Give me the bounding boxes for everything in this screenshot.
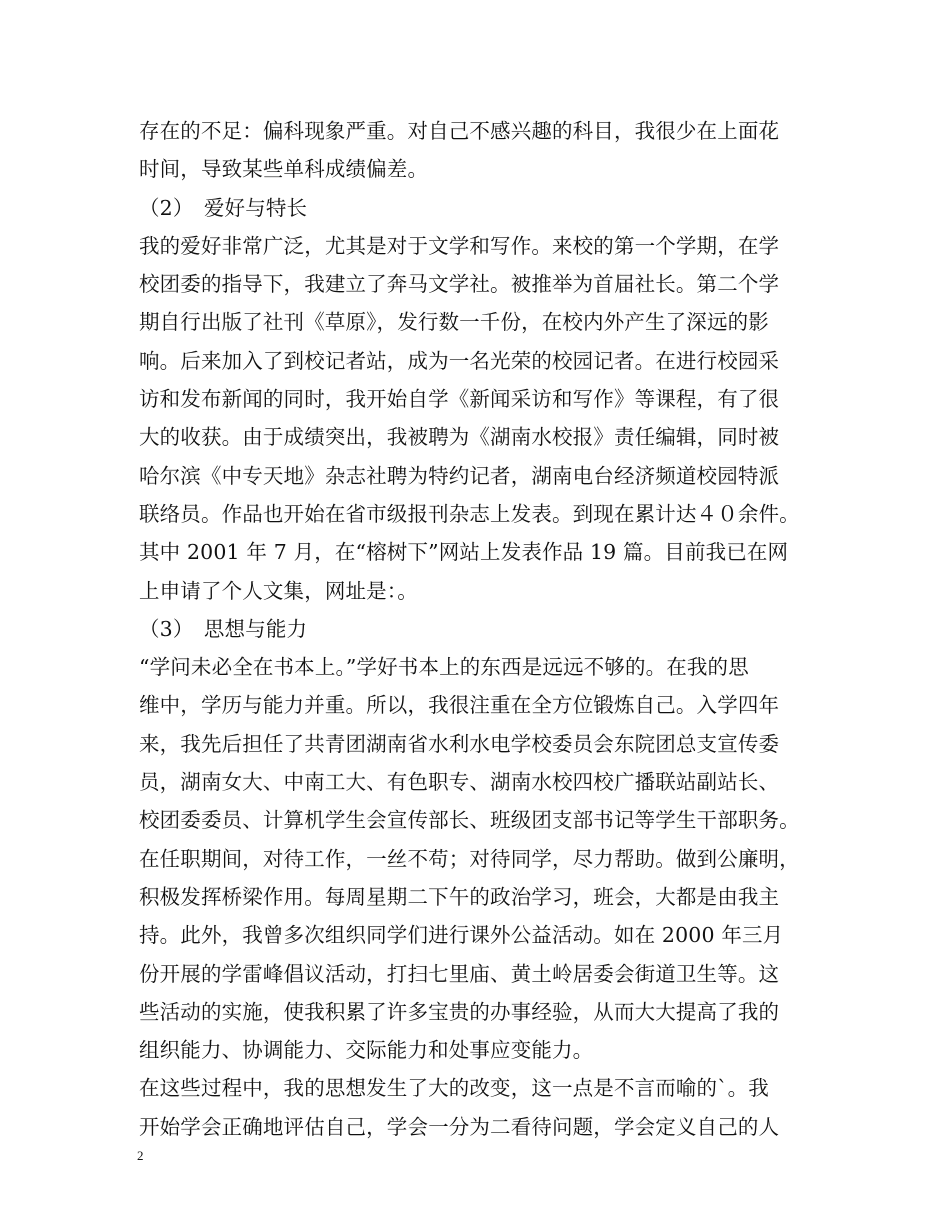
text-line: 访和发布新闻的同时，我开始自学《新闻采访和写作》等课程，有了很 <box>139 387 780 412</box>
text-line: 些活动的实施，使我积累了许多宝贵的办事经验，从而大大提高了我的 <box>139 999 780 1024</box>
text-line: 组织能力、协调能力、交际能力和处事应变能力。 <box>139 1038 594 1063</box>
text-line: 校团委的指导下，我建立了奔马文学社。被推举为首届社长。第二个学 <box>139 272 780 297</box>
text-line: 份开展的学雷峰倡议活动，打扫七里庙、黄土岭居委会街道卫生等。这 <box>139 961 780 986</box>
text-line: “学问未必全在书本上。”学好书本上的东西是远远不够的。在我的思 <box>139 655 749 680</box>
text-line: 积极发挥桥梁作用。每周星期二下午的政治学习，班会，大都是由我主 <box>139 884 780 909</box>
text-line: 时间，导致某些单科成绩偏差。 <box>139 157 429 182</box>
text-line: 在任职期间，对待工作，一丝不苟；对待同学，尽力帮助。做到公廉明， <box>139 846 800 871</box>
text-line: 维中，学历与能力并重。所以，我很注重在全方位锻炼自己。入学四年 <box>139 693 780 718</box>
section-heading: （3） 思想与能力 <box>139 616 308 641</box>
text-line: 来，我先后担任了共青团湖南省水利水电学校委员会东院团总支宣传委 <box>139 731 780 756</box>
text-line: 持。此外，我曾多次组织同学们进行课外公益活动。如在 2000 年三月 <box>139 923 784 948</box>
text-line: 大的收获。由于成绩突出，我被聘为《湖南水校报》责任编辑，同时被 <box>139 425 780 450</box>
text-line: 开始学会正确地评估自己，学会一分为二看待问题，学会定义自己的人 <box>139 1114 780 1139</box>
text-line: 上申请了个人文集，网址是：。 <box>139 578 418 603</box>
body-text <box>139 112 839 1146</box>
text-line: 其中 2001 年 7 月，在“榕树下”网站上发表作品 19 篇。目前我已在网 <box>139 540 789 565</box>
text-line: 期自行出版了社刊《草原》，发行数一千份，在校内外产生了深远的影 <box>139 310 769 335</box>
text-line: 哈尔滨《中专天地》杂志社聘为特约记者，湖南电台经济频道校园特派 <box>139 463 780 488</box>
text-line: 存在的不足：偏科现象严重。对自己不感兴趣的科目，我很少在上面花 <box>139 119 780 143</box>
text-line: 在这些过程中，我的思想发生了大的改变，这一点是不言而喻的`。我 <box>139 1076 769 1101</box>
text-line: 校团委委员、计算机学生会宣传部长、班级团支部书记等学生干部职务。 <box>139 808 800 833</box>
text-line: 响。后来加入了到校记者站，成为一名光荣的校园记者。在进行校园采 <box>139 348 780 373</box>
text-line: 员，湖南女大、中南工大、有色职专、湖南水校四校广播联站副站长、 <box>139 770 780 795</box>
text-line: 我的爱好非常广泛，尤其是对于文学和写作。来校的第一个学期，在学 <box>139 233 780 258</box>
section-heading: （2） 爱好与特长 <box>139 195 308 220</box>
text-line: 联络员。作品也开始在省市级报刊杂志上发表。到现在累计达４０余件。 <box>139 501 800 526</box>
page-number: 2 <box>137 1148 144 1163</box>
